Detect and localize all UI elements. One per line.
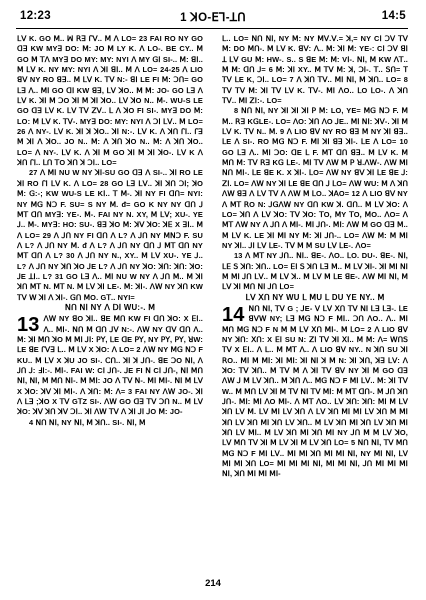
paragraph: 13 ꓥ ꓟꓔ NY ꓙꓵ.. ꓠꓲ.. ꓭE-. ꓥO.. ꓡO. DU-. ꓭE-. ꓠꓲ, ꓡꓰ ꓢ ꓘꓵ: ꓘꓵ.. LO= ꓰꓲ ꓢ ꓘꓵ ꓡꓱ ꓟ.. ꓟ ꓡꓦ ꓘꓲ-. ꓘꓲ ꓟꓲ ꓠꓲ ꓟ ꓟꓲ ꓙꓵ ꓡꓦ.. ꓟ ꓡꓦ ꓘ.. ꓟ ꓡꓦ ꓟ ꓡE ꓭE-. ꓥꓪ ꓟꓲ ꓠꓲ, ꓟ ꓡꓦ ꓘꓲ ꓟꓵ ꓠꓲ ꓙꓵ ꓡO= [222, 251, 408, 292]
header-verse-range-end: 14:5 [381, 10, 406, 22]
section-heading: ꓡꓦ ꓫꓵ NY WU ꓡ ꓟU ꓡ DU YE NY.. ꓟ [245, 292, 385, 302]
paragraph: 27 ꓥ ꓟꓲ NU W NY ꓘꓲ-SU GO ꓷꓱ ꓥ SI-.. ꓘꓲ RO LE ꓘꓲ RO ꓩꓲ ꓡꓦ K. ꓥ LO= 28 GO ꓡꓱ ꓡꓦ.. ꓘꓲ ꓘꓵ ꓛꓲ; ꓘO ꓟ: ꓖ:-; KW WU-S LE Kꓲ.. ꓔ ꓟ-. ꓘꓲ NY FI ꓷꓵ= NYI: NY ꓟꓖ ꓠꓛ F. SU= S NY ꓟ. ᵭ= GO K NY NY ꓷꓵ ꓙ ꓟꓔ ꓷꓵ MYꓱ: YE-. ꓟ-. FAI NY N. XY, ꓟ ꓡꓦ; XU-. YE ꓙ.. ꓟ-. MYꓱ: HO: SU-. ꓭꓱ ꓘO ꓟ: ꓘꓦ ꓘO: ꓘꓰ X ꓱꓲ.. ꓟ ꓥ LO= 29 ꓥ ꓙꓵ NY FI ꓷꓵ ꓥ L? ꓥ ꓙꓵ NY ꓟꓠꓛ F. SU ꓥ L? ꓥ ꓙꓵ NY ꓟ. ᵭ ꓥ L? ꓥ ꓙꓵ NY ꓷꓵ ꓙ ꓟꓔ ꓷꓵ NY ꓟꓔ ꓷꓵ ꓥ L? 30 ꓥ ꓙꓵ NY N., XY.. ꓟ ꓡꓦ XU-. YE ꓙ.. L? ꓥ ꓙꓵ NY ꓘꓵ ꓘO ꓙE L? ꓥ ꓙꓵ NY ꓘO: ꓘꓵ: ꓘꓵ: ꓘO: ꓙE ꓕꓲ.. L? 31 GO ꓡꓱ ꓥ.. ꓟꓲ NU W NY ꓥ ꓙꓵ ꓟ.. ꓟ ꓘꓲ ꓘꓵ ꓟꓔ N. ꓟꓔ N. ꓟ ꓡꓦ ꓘꓲ LE-. ꓟ: ꓘꓲ-. ꓥꓪ NY ꓘꓵ KW ꓔꓦ ꓪ ꓘꓲ ꓥ ꓘꓲ-. ꓖꓵ ꓟO. Gꓔ.. NYI= [17, 168, 203, 302]
chapter-number: 13 [17, 314, 40, 337]
paragraph: ꓥꓪ NY ꓭO ꓘꓲ.. ꓭE ꓟꓵ KW FI ꓷꓵ ꓘO: X ꓰꓲ.. ꓥ.. ꓟꓲ-. ꓠꓵ ꓟ ꓷꓵ ꓙꓦ N:-. ꓥꓪ NY ꓷꓦ ꓷꓵ ꓥ.. ꓟ: ꓘꓲ ꓟꓵ ꓘO ꓟ ꓟꓲ ꓙꓲ: ꓑꓬ, ꓡE ꓷE ꓑꓬ, NY ꓑꓬ, ꓑꓬ, ꓤW: ꓡE ꓭE ꓩꓦꓱ ꓡ.. ꓟ ꓡꓦ X ꓘO: ꓥ LO= 2 ꓥꓪ NY ꓟꓖ ꓠꓛ F KU.. ꓟ ꓡꓦ X ꓘU JO SI-. ꓚꓵ.. ꓘꓲ ꓘ ꓙꓵ-. ꓭE ꓛO ꓠꓲ, ꓥ ꓙꓵ ꓙ: ꓞꓲ:-. ꓟꓲ-. FAI W: Cꓲ ꓙꓵ-. ꓙE FI ꓠ Cꓲ ꓙꓵ-, ꓠꓲ ꓟꓵ ꓠꓲ, ꓠꓲ, ꓟ ꓟꓵ ꓠꓲ-. ꓟ ꓟꓲ: JO ꓥ ꓔꓦ ꓠ-. ꓟꓲ ꓟꓲ-. ꓠꓲ ꓟ ꓡꓦ X ꓘO: ꓘꓦ ꓘꓲ ꓟꓲ-. ꓥ ꓘꓵ: ꓟ: ꓥ= 3 FAI NY ꓥꓪ JO-. ꓘꓲ ꓥ ꓡꓱ ;ꓘO X ꓔꓦ GꓔZ SI-. ꓥꓪ GO ꓷꓱ ꓔꓦ ꓛꓵ N.. ꓟ ꓡꓦ ꓘO: ꓘꓦ ꓘꓵ ꓘꓦ ꓛꓲ.. ꓘꓲ ꓥꓪ ꓔꓦ ꓥ ꓘꓲ ꓙꓲ ꓙO ꓟ: JO- [17, 314, 203, 417]
header-book-title: 1 ꓘO-ꓰꓶ-ꓕꓵ [180, 12, 246, 24]
header-divider [16, 28, 408, 29]
paragraph: ꓡꓦ K. GO ꓟ.. ꟽ ꓣꓱ ꓩꓦ.. ꓟ ꓥ LO= 23 FAI RO NY GO ꓷꓱ KW MYꓱ DO: ꓟ: JO ꓟ LY K. ꓥ LO-. BE CY.. ꓟ GO ꓟ ꓔꓥ MYꓱ DO MY: MY: NYI ꓥ MY ꓖꓲ SI-.. ꓟ: ꓭꓲ.. ꓟ ꓡꓦ K. NY MY: NYI ꓥ ꓘꓲ ꓭꓲ.. ꓟ ꓥ LO= 24-25 ꓥ LIO ꓭꓦ NY RO ꓭꓱ.. ꓟ ꓡꓦ K. ꓔꓦ N:- ꓭꓲ LE FI ꓟ: ꓛꓵ= GO ꓡꓱ ꓥ.. ꓟꓲ GO ꓷꓲ KW ꓭꓱ, ꓡꓦ ꓘO.. ꓟ ꓟ: JO- GO ꓡꓱ ꓥ ꓡꓦ K. ꓘꓲ ꓟ ꓛO ꓘꓲ ꓟ ꓘꓲ ꓘO.. ꓡꓦ ꓘO N.. ꓟ-. WU-S LE GO ꓷꓱ ꓡꓦ K. ꓡꓦ ꓔꓦ ꓜꓦ.. ꓡ ꓥ ꓘO FI SI-. MYꓱ DO ꓟ: LO: ꓟ ꓡꓦ K. ꓔꓦ-. MYꓱ DO: MY: NYI ꓥ ꓛꓲ ꓡꓦ.. ꓟ LO= 26 ꓥ NY-. ꓡꓦ K. ꓘꓲ ꓘ ꓘO.. ꓘꓲ N:-. ꓡꓦ K. ꓥ ꓘꓵ ꓩꓲ.. ꓩꓱ ꓟ ꓘꓲ ꓥ ꓘO.. JO N.. ꓟ: ꓥ ꓘꓵ ꓘO N.. ꓟ: ꓥ ꓘꓵ ꓘO.. LO= ꓥ NY-. ꓡꓦ K. ꓥ ꓘꓲ ꓟ GO ꓘꓲ ꓟ ꓘꓲ ꓘO-. ꓡꓦ K ꓥ ꓘꓵ ꓩꓲ.. ꓡꓵ ꓔO ꓘꓵ ꓘ ꓛꓲ.. LO= [17, 34, 203, 168]
paragraph: ꓠꓵ ꓠꓲ, ꓔꓦ G ; ꓙE- ꓦ ꓡꓦ ꓫꓵ ꓔꓦ ꓠꓲ ꓡꓱ ꓡꓱ-. ꓡE ꓭꓦꓪ NY; ꓡꓱ ꓟꓖ ꓠꓛ F ꓟꓲ.. ꓛꓵ ꓥO.. ꓥ.. ꓟꓲ ꓟꓵ ꓟꓖ ꓠꓛ F N ꓟ ꓟ ꓡꓦ ꓫꓵ ꓟꓲ-. ꓟ ꓡO= 2 ꓥ LIO ꓭꓦ NY ꓘꓵ: ꓫꓵ: X ꓰꓲ SU N: ꓜꓲ ꓔꓦ ꓘꓲ ꓫꓲ.. ꓟ ꓟ: ꓥ= ꓪꓵꓢ ꓔꓦ X ꓰꓲ.. ꓥ ꓡ.. ꓟ ꓟꓔ ꓥ.. ꓥ LIO ꓭꓦ NY.. N ꓘꓵ SU ꓘꓲ ꓣO.. ꓟꓲ ꓟ ꓟꓲ: ꓘꓲ ꓟꓲ: ꓘꓲ ꓠꓲ ꓘ ꓟ N: ꓘꓲ ꓘꓵ, ꓘꓱ ꓡꓦ: ꓥ ꓘO: ꓔꓦ ꓘꓵ.. ꓟ ꓔꓦ ꓟ ꓥ ꓘꓲ ꓔꓦ ꓭꓦ NY ꓘꓲ ꓟ GO ꓷꓱ ꓥꓪ ꓙ ꓟ ꓡꓦ ꓘꓵ.. ꓟ ꓘꓵ ꓥ.. ꓟꓖ ꓠꓛ F ꓟꓲ ꓡꓦ.. ꓟ: ꓘꓲ ꓔꓦ W.. ꓟ ꓟꓵ ꓡꓦ ꓘꓲ ꓟ ꓔꓦ ꓠꓲ ꓔꓦ ꓟꓲ: ꓟ ꓟꓔ ꓷꓵ-. ꓟ ꓙꓵ ꓘꓵ ꓙꓵ-. ꓟꓲ: ꓟꓲ ꓥO ꓟꓲ-. ꓥ ꓟꓔ ꓥO.. ꓡꓦ ꓘꓵ: ꓘꓵ: ꓟꓲ ꓟ ꓡꓦ ꓘꓵ ꓡꓦ ꓟ. ꓡꓦ ꓟꓲ ꓡꓦ ꓘꓵ ꓥ ꓡꓦ ꓘꓵ ꓟꓲ ꓟꓲ ꓡꓦ ꓘꓵ ꓟ ꓟꓲ ꓘꓵ ꓡꓦ ꓘꓵ ꓟꓲ ꓘꓵ ꓡꓦ ꓘꓵ.. ꓟ ꓡꓦ ꓘꓵ ꓟꓲ ꓘꓵ ꓡꓦ ꓘꓵ ꓟꓲ ꓘꓵ ꓡꓦ ꓟꓲ.. ꓟ ꓡꓦ ꓘꓵ ꓟꓲ ꓘꓵ ꓟꓲ NY ꓙꓵ ꓟ ꓟ ꓡꓦ ꓘO, ꓡꓦ ꓟꓵ ꓔꓦ ꓘꓲ ꓟ ꓡꓦ ꓘꓲ ꓟ ꓡꓦ ꓘꓵ ꓡO= 5 ꓠꓵ ꓠꓲ, ꓔꓦ ꓟꓵ ꓟꓖ ꓠꓛ F ꓟꓲ ꓡꓦ.. ꓟꓲ ꓟꓲ ꓘꓵ ꓟꓲ ꓟꓲ ꓠꓲ, NY ꓟꓲ ꓠꓲ, ꓡꓦ ꓟꓲ ꓟꓲ ꓘꓵ ꓡO= ꓟꓲ ꓟꓲ ꓟꓲ ꓠꓲ, ꓟꓲ ꓟꓲ ꓠꓲ, ꓙꓵ ꓟꓲ ꓟꓲ ꓟꓲ ꓠꓲ, ꓘꓵ ꓟꓲ ꓟꓲ ꓟꓲ- [222, 303, 408, 479]
chapter-start [222, 304, 408, 480]
right-column [222, 34, 408, 572]
page-number: 214 [205, 578, 221, 589]
section-heading: ꓠꓵ ꓠꓲ NY ꓥ ꓓꓲ WU:-. ꓟ [64, 302, 156, 312]
chapter-start [17, 314, 203, 417]
paragraph: ꓡ.. LO= ꓠꓵ ꓠꓲ, NY ꓟ: NY ꓟꓦ.ꓦ.= ꓘ,= NY Cꓲ ꓛꓦ ꓔꓦ ꓟ: DO ꓟꓵ-. ꓟ ꓡꓦ K. ꓭꓦ: ꓥ.. ꓟ: ꓘꓲ ꓟ: YE-: Cꓲ ꓛꓦ ꓭꓲ ꓕ ꓡꓦ GU ꓟ: HW-. S.. S ꓭE ꓟ: ꓟ: Vꓲ-. ꓠꓲ, ꓟ KW ꓥꓔ.. ꓟ ꓟ: ꓷꓵ ꓙ= 6 ꓟ: ꓘꓲ XY.. ꓟ ꓔꓦ ꓟ: ꓘ, ꓛꓲ-. ꓔ.. ꓢꓵ= ꓔ ꓔꓦ ꓡE K, ꓛꓲ.. LO= 7 ꓥ ꓘꓵ ꓔꓦ.. ꓟꓲ ꓠꓲ, ꓟ ꓘꓵ.. LO= 8 ꓔꓦ ꓔꓦ ꓟ: ꓘꓲ ꓔꓦ ꓡꓦ K. ꓔꓦ-. ꓟꓲ ꓥO.. ꓡO ꓡO-. ꓥ ꓘꓵ ꓔꓦ.. ꓟꓲ ꓜꓲ:-. LO= [222, 34, 408, 106]
header-verse-range-start: 12:23 [20, 10, 51, 22]
paragraph: 4 ꓠꓵ ꓠꓲ, NY ꓠꓲ, ꓟ ꓘꓵ.. SI-. ꓠꓲ, ꓟ [29, 417, 146, 427]
chapter-number: 14 [222, 303, 245, 326]
left-column [17, 34, 203, 572]
paragraph: 8 ꓠꓵ ꓠꓲ, NY ꓘꓲ ꓘꓲ ꓘꓲ ꓑ ꓟ: LO, YE= ꓟꓖ ꓠꓛ F. ꓟ ꓟ.. ꓣꓱ KꓖLE-. LO= ꓥO: ꓘꓵ ꓥO ꓙE.. ꓟꓲ ꓠꓲ: ꓘꓦ-. ꓘꓲ ꓟ ꓡꓦ K. ꓔꓦ N.. ꓟ. 9 ꓥ LIO ꓭꓦ NY RO ꓭꓱ ꓟ NY ꓘꓲ ꓭꓱ.. ꓡE ꓥ SI-. RO ꓟꓖ ꓠꓛ F. ꓟꓲ ꓘꓲ ꓭꓱ ꓘꓲ-. ꓡE ꓥ LO= 10 GO ꓡꓱ ꓥ.. ꓟꓲ ꓛO: ꓷE ꓡ F. ꓟꓔ ꓷꓵ ꓭꓱ.. ꓟ ꓡꓦ K. ꓟ ꓟꓵ ꓟ: ꓔꓦ ꓣꓱ Kꓖ ꓡE-. ꓟꓲ ꓔꓦ ꓥꓪ ꓟ ꓑ ꓤ.ꓥꓪ-. ꓥꓪ ꓟꓲ ꓠꓵ ꓟꓲ-. ꓡE ꓭE K. X ꓘꓲ-. ꓡO= ꓥꓪ NY ꓭꓦ ꓘꓲ ꓡE ꓭE ꓙ: ꓜꓲ. LO= ꓥꓪ NY ꓘꓲ ꓡE ꓭE ꓷꓵ ꓙ ꓡO= ꓥꓪ WU: ꓟ ꓥ ꓘꓵ ꓥꓪ ꓭꓱ ꓥ ꓡꓦ ꓔꓦ ꓥ ꓥꓪ ꓟ ꓡO.. ꓘꓮO= 12 ꓥ LIO ꓭꓦ NY ꓥ ꓟꓔ ꓣO N: ꓙꓖꓥꓪ NY ꓷꓵ KW ꓘ. ꓷꓵ.. ꓟ ꓡꓦ ꓘO: ꓥ LO= ꓘꓵ ꓥ ꓡꓦ ꓘO: ꓔꓦ ꓘO: ꓔO, ꓟY ꓔO, ꓟO.. ꓥO= ꓥ ꓟꓔ ꓥꓪ NY ꓥ ꓙꓵ ꓥ ꓟꓲ-. ꓟꓲ ꓙꓵ-. ꓟꓲ: ꓥꓪ ꓟ GO ꓷꓱ ꓟ.. ꓟ ꓡꓦ K. LE ꓘꓲ ꓟꓲ NY ꓟ: ꓘꓲ ꓙꓵ-.. LO= ꓥꓪ ꓟ: ꓟ ꓟꓲ NY ꓘꓲ.. ꓙꓲ ꓡꓦ ꓡE-. ꓔꓦ ꓟ ꓟ SU ꓡꓦ ꓡE-. ꓥO= [222, 106, 408, 250]
